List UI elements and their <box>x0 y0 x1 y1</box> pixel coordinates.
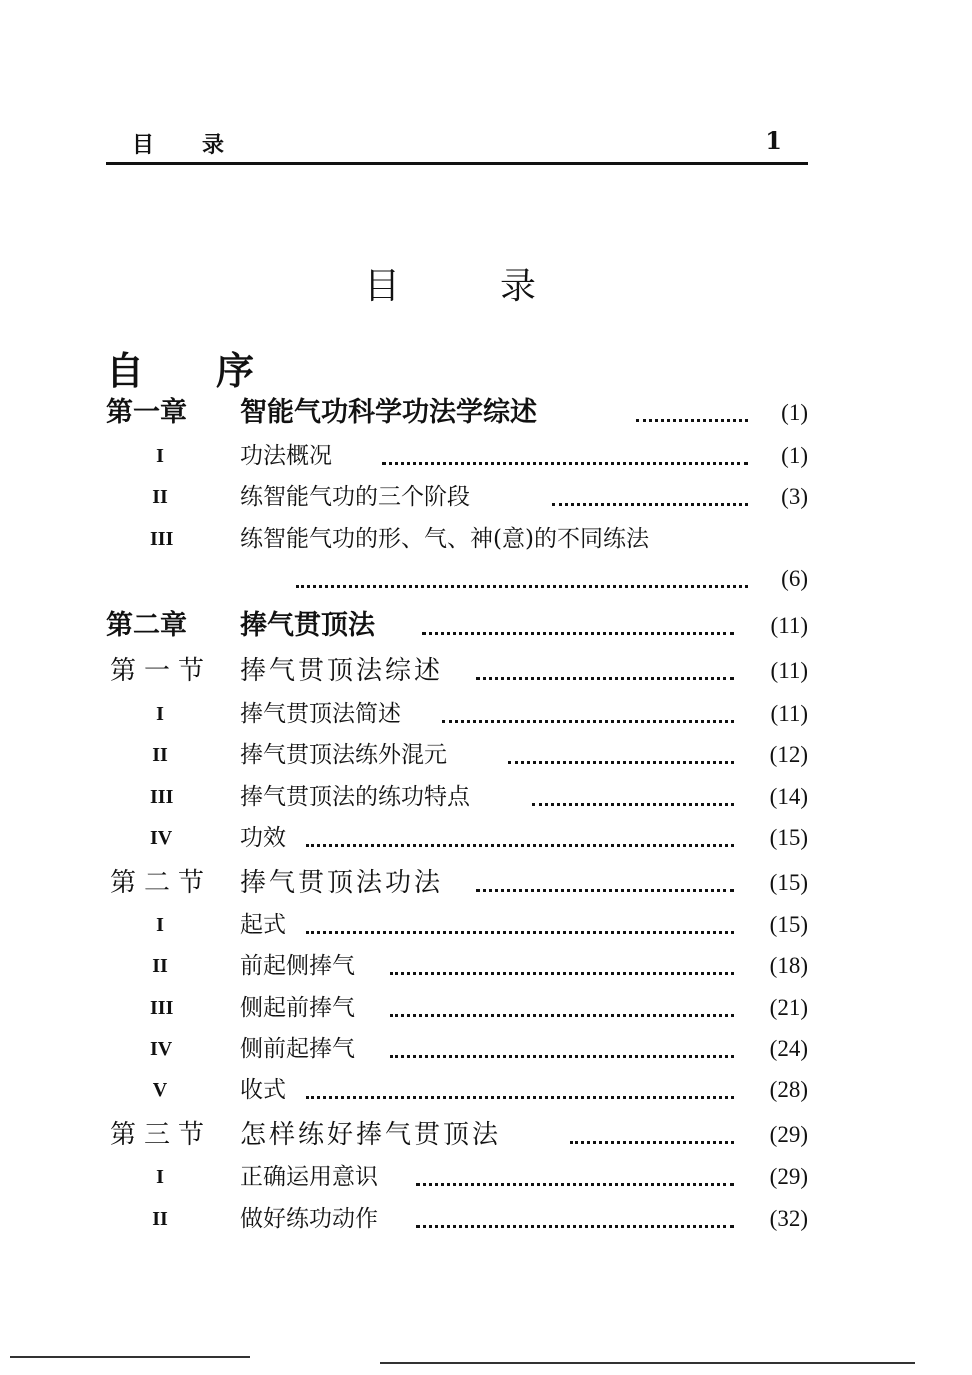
item-number: I <box>156 1166 164 1188</box>
dot-leader <box>532 803 734 806</box>
section-number: 第三节 <box>110 1120 213 1150</box>
item-number: IV <box>150 827 173 849</box>
item-title: 起式 <box>240 912 286 938</box>
toc-item-row <box>106 777 808 817</box>
page-ref: (32) <box>769 1206 808 1231</box>
running-header <box>106 120 808 165</box>
chapter-title: 智能气功科学功法学综述 <box>240 397 537 428</box>
toc-item-row <box>106 436 808 476</box>
page-ref: (14) <box>769 784 808 809</box>
section-title: 捧气贯顶法功法 <box>240 868 444 898</box>
item-title: 功法概况 <box>240 443 332 469</box>
chapter-number: 第一章 <box>106 397 187 428</box>
page-ref: (3) <box>781 484 808 509</box>
toc-item-row <box>106 1199 808 1239</box>
page-ref: (6) <box>781 566 808 591</box>
toc-item-row <box>106 694 808 734</box>
page-ref: (1) <box>781 443 808 468</box>
toc-item-row <box>106 735 808 775</box>
toc-item-row <box>106 1157 808 1197</box>
page-ref: (11) <box>770 658 808 683</box>
toc-chapter-row <box>106 393 808 433</box>
dot-leader <box>296 585 748 588</box>
item-number: I <box>156 445 164 467</box>
dot-leader <box>422 632 734 635</box>
item-number: III <box>150 528 174 550</box>
dot-leader <box>390 972 734 975</box>
toc-section-row <box>106 863 808 903</box>
toc-item-row <box>106 818 808 858</box>
item-title: 正确运用意识 <box>240 1164 378 1190</box>
dot-leader <box>442 720 734 723</box>
item-title: 捧气贯顶法的练功特点 <box>240 784 470 810</box>
item-number: III <box>150 786 174 808</box>
dot-leader <box>416 1225 734 1228</box>
page-ref: (29) <box>769 1164 808 1189</box>
section-title: 怎样练好捧气贯顶法 <box>240 1120 502 1150</box>
running-header-page-number: 1 <box>765 126 782 155</box>
item-number: II <box>152 486 168 508</box>
dot-leader <box>636 419 748 422</box>
section-title: 捧气贯顶法综述 <box>240 656 444 686</box>
toc-section-row <box>106 1115 808 1155</box>
item-number: III <box>150 997 174 1019</box>
item-number: II <box>152 1208 168 1230</box>
toc-item-row <box>106 988 808 1028</box>
page-ref: (24) <box>769 1036 808 1061</box>
toc-preface: 自序 <box>106 349 327 393</box>
dot-leader <box>476 889 734 892</box>
chapter-title: 捧气贯顶法 <box>240 610 375 641</box>
section-number: 第二节 <box>110 868 213 898</box>
item-title: 练智能气功的三个阶段 <box>240 484 470 510</box>
dot-leader <box>390 1055 734 1058</box>
footer-rule <box>380 1362 915 1364</box>
toc-item-row <box>106 477 808 517</box>
item-number: II <box>152 744 168 766</box>
item-title: 收式 <box>240 1077 286 1103</box>
dot-leader <box>382 462 748 465</box>
dot-leader <box>552 503 748 506</box>
page-ref: (11) <box>770 701 808 726</box>
item-number: IV <box>150 1038 173 1060</box>
page-ref: (11) <box>770 613 808 638</box>
item-title: 功效 <box>240 825 286 851</box>
page-ref: (28) <box>769 1077 808 1102</box>
page-ref: (18) <box>769 953 808 978</box>
item-title: 侧起前捧气 <box>240 995 355 1021</box>
section-number: 第一节 <box>110 656 213 686</box>
item-number: II <box>152 955 168 977</box>
page-ref: (29) <box>769 1122 808 1147</box>
page-ref: (21) <box>769 995 808 1020</box>
toc-item-row <box>106 905 808 945</box>
toc-item-row <box>106 1070 808 1110</box>
toc-item-row <box>106 519 808 559</box>
page-ref: (15) <box>769 825 808 850</box>
dot-leader <box>306 1096 734 1099</box>
dot-leader <box>508 761 734 764</box>
dot-leader <box>390 1014 734 1017</box>
page-title: 目录 <box>364 266 637 307</box>
toc-chapter-row <box>106 606 808 646</box>
item-title: 捧气贯顶法简述 <box>240 701 401 727</box>
toc-item-continuation-row <box>106 559 808 599</box>
item-title: 练智能气功的形、气、神(意)的不同练法 <box>240 526 649 552</box>
toc-section-row <box>106 651 808 691</box>
dot-leader <box>306 844 734 847</box>
page-ref: (15) <box>769 870 808 895</box>
toc-item-row <box>106 946 808 986</box>
item-title: 前起侧捧气 <box>240 953 355 979</box>
item-number: I <box>156 914 164 936</box>
page-ref: (12) <box>769 742 808 767</box>
chapter-number: 第二章 <box>106 610 187 641</box>
item-title: 侧前起捧气 <box>240 1036 355 1062</box>
item-title: 做好练功动作 <box>240 1206 378 1232</box>
dot-leader <box>570 1141 734 1144</box>
item-number: I <box>156 703 164 725</box>
footer-rule <box>10 1356 250 1358</box>
item-title: 捧气贯顶法练外混元 <box>240 742 447 768</box>
dot-leader <box>416 1183 734 1186</box>
page-ref: (1) <box>781 400 808 425</box>
item-number: V <box>152 1079 168 1101</box>
dot-leader <box>306 931 734 934</box>
running-header-title: 目录 <box>132 132 273 158</box>
page-ref: (15) <box>769 912 808 937</box>
dot-leader <box>476 677 734 680</box>
toc-item-row <box>106 1029 808 1069</box>
